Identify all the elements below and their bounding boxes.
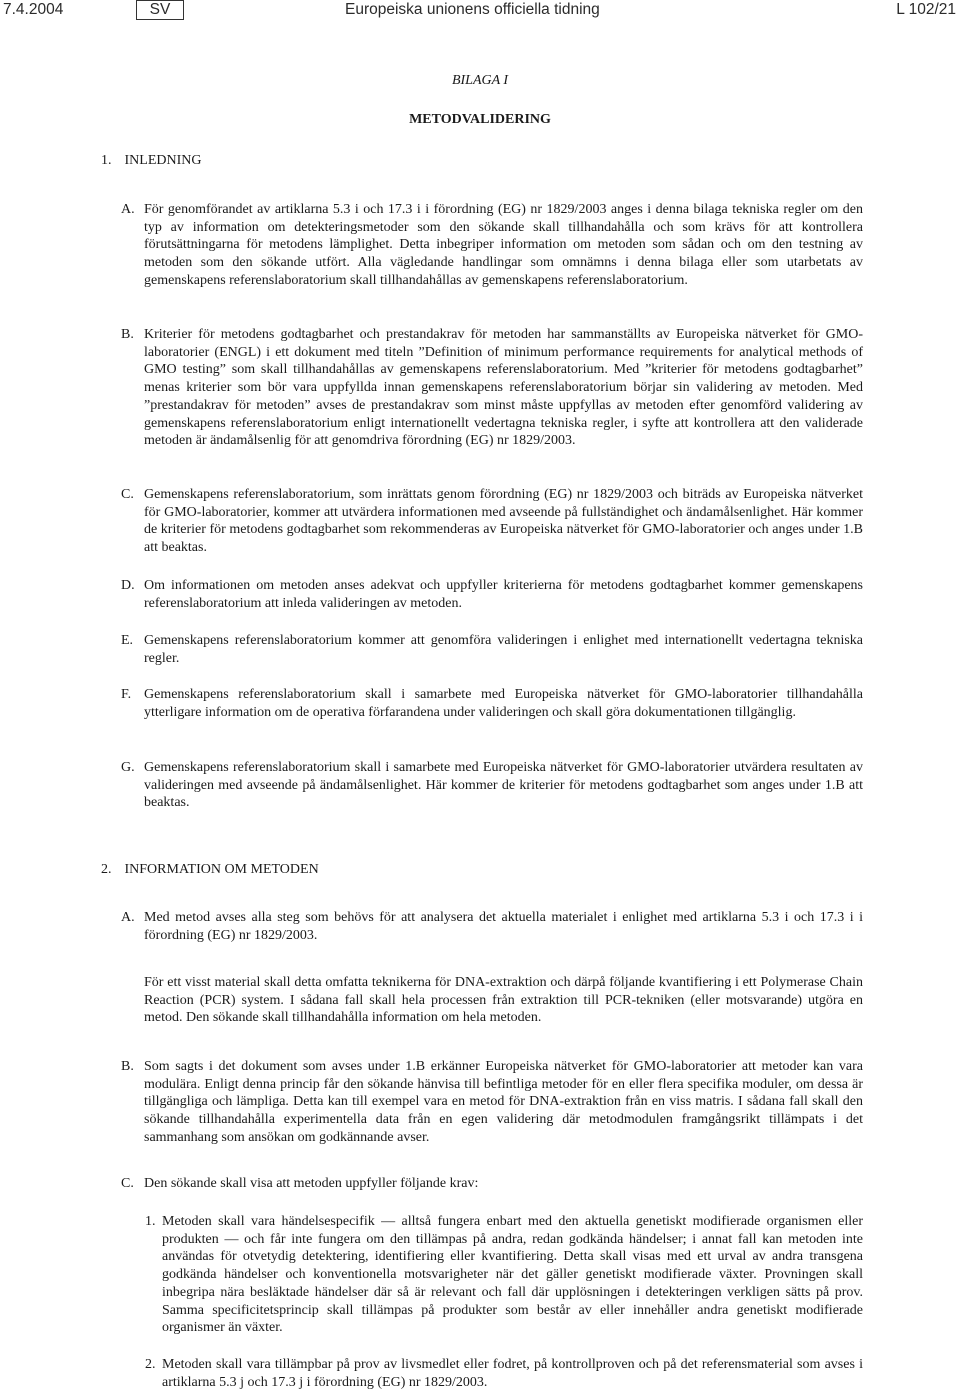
section-2-item-a-paragraph: För ett visst material skall detta omfatta teknikerna för DNA-extraktion och därpå följande kvantifiering i ett Polymerase Chain Reaction (PCR) system. I sådana fall skall hela processen från extraktion till PCR-tekniken (eller motsvarande) utgöra en metod. Den sökande skall tillhandahålla information om hela metoden.	[144, 975, 863, 1026]
section-2-item-b	[121, 1058, 863, 1147]
requirement-1	[145, 1213, 863, 1337]
section-1-number: 1.	[101, 153, 112, 168]
section-2-item-a	[121, 909, 863, 944]
section-1-item-b	[121, 326, 863, 450]
requirement-2	[145, 1356, 863, 1391]
section-2-heading	[101, 862, 319, 878]
header-date: 7.4.2004	[3, 1, 64, 18]
requirement-number: 1.	[145, 1214, 156, 1229]
section-1-title: INLEDNING	[124, 153, 202, 168]
page-number: L 102/21	[896, 1, 956, 18]
section-1-heading	[101, 153, 201, 169]
requirement-text: Metoden skall vara tillämpbar på prov av livsmedlet eller fodret, på kontrollproven och på det referensmaterial som avses i artiklarna 5.3 j och 17.3 j i förordning (EG) nr 1829/2003.	[162, 1357, 863, 1390]
item-label: A.	[121, 202, 135, 217]
item-text: Om informationen om metoden anses adekvat och uppfyller kriterierna för metodens godtagbarhet kommer gemenskapens referenslaboratorium att inleda valideringen av metoden.	[144, 578, 863, 611]
annex-label: BILAGA I	[451, 73, 509, 88]
item-text: Gemenskapens referenslaboratorium, som inrättats genom förordning (EG) nr 1829/2003 och biträds av Europeiska nätverket för GMO-laboratorier, kommer att utvärdera informationen med avseende på fullständighet och ändamålsenlighet. Här kommer de kriterier för metodens godtagbarhet som rekommenderas av Europeiska nätverket för GMO-laboratorier och anges under 1.B att beaktas.	[144, 487, 863, 556]
item-text: Med metod avses alla steg som behövs för att analysera det aktuella materialet i enlighet med artiklarna 5.3 i och 17.3 i i förordning (EG) nr 1829/2003.	[144, 910, 863, 943]
section-1-item-f	[121, 686, 863, 721]
page-header	[0, 0, 960, 20]
item-label: F.	[121, 687, 132, 702]
section-1-item-g	[121, 759, 863, 812]
section-1-item-d	[121, 577, 863, 612]
section-1-item-c	[121, 486, 863, 557]
section-1-item-e	[121, 632, 863, 667]
journal-title: Europeiska unionens officiella tidning	[345, 1, 600, 18]
language-box: SV	[136, 0, 184, 20]
item-label: C.	[121, 487, 134, 502]
item-text: Gemenskapens referenslaboratorium skall i samarbete med Europeiska nätverket för GMO-laboratorier tillhandahålla ytterligare information om de operativa förfarandena under valideringen och skall göra dokumentationen tillgänglig.	[144, 687, 863, 720]
item-text: Gemenskapens referenslaboratorium kommer att genomföra valideringen i enlighet med internationellt vedertagna tekniska regler.	[144, 633, 863, 666]
item-label: B.	[121, 327, 134, 342]
item-text: Som sagts i det dokument som avses under 1.B erkänner Europeiska nätverket för GMO-laboratorier att metoder kan vara modulära. Enligt denna princip får den sökande hänvisa till befintliga metoder för en eller flera specifika moduler, om dessa är tillgängliga och lämpliga. Detta kan till exempel vara en metod för DNA-extraktion från en viss matris. I sådana fall skall den sökande tillhandahålla experimentella data från en egen validering där metodmodulen framgångsrikt tillämpats i det sammanhang som ansökan om godkännande avser.	[144, 1059, 863, 1145]
requirement-text: Metoden skall vara händelsespecifik — alltså fungera enbart med den aktuella genetiskt modifierade organismen eller produkten — och får inte fungera om den tillämpas på andra, redan godkända händelser; i annat fall kan metoden inte användas för otvetydig detektering, identifiering eller kvantifiering. Detta skall visas med ett urval av andra transgena godkända händelser och konventionella motsvarigheter när det gäller genetiskt modifierade växter. Provningen skall inbegripa nära besläktade händelser där så är relevant och fall där upplösningen i detekteringen verkligen sätts på prov. Samma specificitetsprincip skall tillämpas på produkter som består av eller innehåller andra genetiskt modifierade organismer än växter.	[162, 1214, 863, 1336]
requirement-number: 2.	[145, 1357, 156, 1372]
item-label: A.	[121, 910, 135, 925]
section-1-item-a	[121, 201, 863, 290]
item-text: För genomförandet av artiklarna 5.3 i och 17.3 i i förordning (EG) nr 1829/2003 anges i denna bilaga tekniska regler om den typ av information om detekteringsmetoder som den sökande skall tillhandahålla och som krävs för att kontrollera förutsättningarna för metodens lämplighet. Detta inbegriper information om metoden som sådan och om den testning av metoden som den sökande utfört. Alla vägledande handlingar som omnämns i denna bilaga eller som utarbetats av gemenskapens referenslaboratorium skall tillhandahållas av gemenskapens referenslaboratorium.	[144, 202, 863, 288]
section-2-number: 2.	[101, 862, 112, 877]
item-label: D.	[121, 578, 135, 593]
item-label: G.	[121, 760, 135, 775]
section-2-item-c	[121, 1175, 863, 1193]
item-label: B.	[121, 1059, 134, 1074]
item-label: E.	[121, 633, 134, 648]
item-label: C.	[121, 1176, 134, 1191]
item-text: Gemenskapens referenslaboratorium skall i samarbete med Europeiska nätverket för GMO-laboratorier utvärdera resultaten av valideringen med avseende på ändamålsenlighet. Här kommer de kriterier för metodens godtagbarhet som anges under 1.B att beaktas.	[144, 760, 863, 811]
item-text: Den sökande skall visa att metoden uppfyller följande krav:	[144, 1176, 479, 1191]
item-text: Kriterier för metodens godtagbarhet och prestandakrav för metoden har sammanställts av Europeiska nätverket för GMO-laboratorier (ENGL) i ett dokument med titeln ”Definition of minimum performance requirements for analytical methods of GMO testing” som skall tillhandahållas av gemenskapens referenslaboratorium. Med ”kriterier för metodens godtagbarhet” menas kriterier som bör vara uppfyllda innan gemenskapens referenslaboratorium börjar sin validering av metoden. Med ”prestandakrav för metoden” avses de prestandakrav som minst måste uppfyllas av metoden efter genomförd validering av gemenskapens referenslaboratorium enligt internationellt vedertagna tekniska regler, i syfte att kontrollera att den validerade metoden är ändamålsenlig för att genomdriva förordning (EG) nr 1829/2003.	[144, 327, 863, 449]
annex-title: METODVALIDERING	[409, 112, 551, 127]
section-2-title: INFORMATION OM METODEN	[124, 862, 319, 877]
